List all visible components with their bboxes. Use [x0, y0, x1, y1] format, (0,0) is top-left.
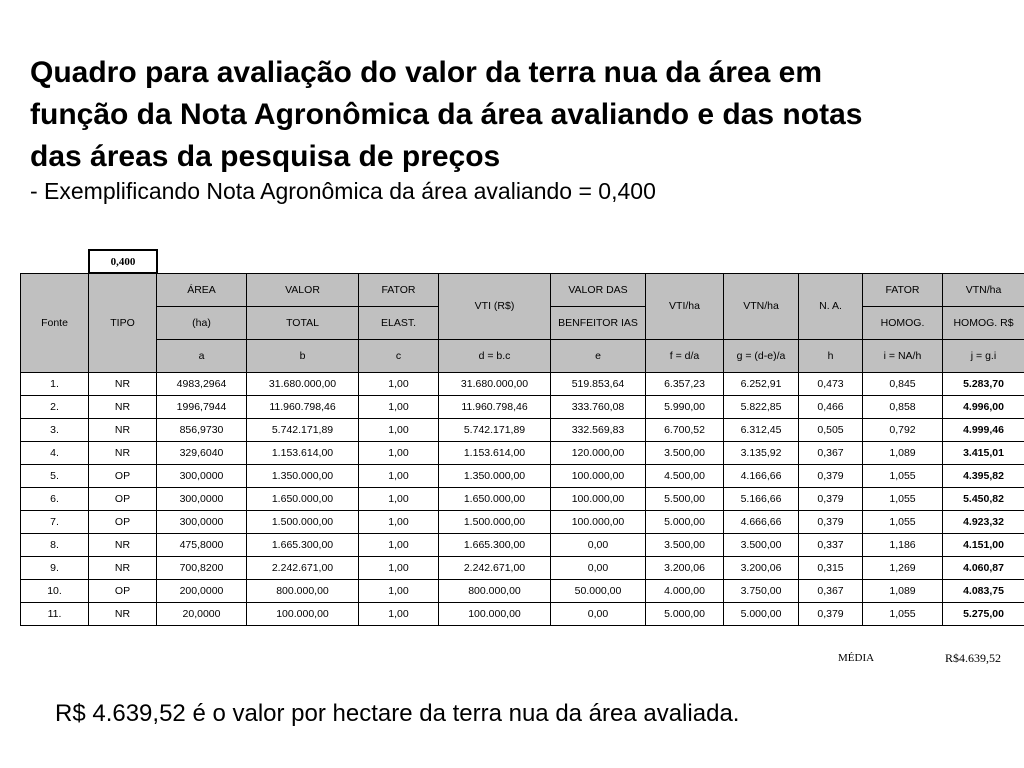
- table-body: [21, 373, 1024, 626]
- header-fator: FATOR: [359, 274, 439, 307]
- table-cell: 4.: [21, 442, 89, 465]
- table-cell: 1,089: [863, 580, 943, 603]
- header-vtn-ha-homog: VTN/ha: [943, 274, 1024, 307]
- media-label: MÉDIA: [838, 652, 875, 664]
- formula-g: g = (d-e)/a: [724, 340, 799, 373]
- table-cell: 31.680.000,00: [439, 373, 551, 396]
- subtitle: - Exemplificando Nota Agronômica da área avaliando = 0,400: [30, 178, 656, 204]
- table-cell: 4.060,87: [943, 557, 1024, 580]
- table-cell: NR: [89, 603, 157, 626]
- valuation-table: [20, 273, 1024, 626]
- table-cell: 200,0000: [157, 580, 247, 603]
- table-cell: 4.923,32: [943, 511, 1024, 534]
- table-cell: 120.000,00: [551, 442, 646, 465]
- table-cell: 0,00: [551, 557, 646, 580]
- header-tipo: TIPO: [89, 274, 157, 373]
- table-cell: 100.000,00: [551, 465, 646, 488]
- table-cell: 0,379: [799, 488, 863, 511]
- table-cell: 2.: [21, 396, 89, 419]
- table-cell: 3.200,06: [724, 557, 799, 580]
- table-cell: 0,315: [799, 557, 863, 580]
- header-vti: VTI (R$): [439, 274, 551, 340]
- table-cell: 1,00: [359, 603, 439, 626]
- table-row: [21, 603, 1024, 626]
- table-cell: 1.153.614,00: [439, 442, 551, 465]
- table-cell: 0,858: [863, 396, 943, 419]
- conclusion-text: R$ 4.639,52 é o valor por hectare da terra nua da área avaliada.: [55, 700, 740, 727]
- formula-i: i = NA/h: [863, 340, 943, 373]
- table-cell: 4.666,66: [724, 511, 799, 534]
- header-fator-elast: ELAST.: [359, 307, 439, 340]
- table-cell: 10.: [21, 580, 89, 603]
- table-cell: 4.000,00: [646, 580, 724, 603]
- table-cell: 1.500.000,00: [439, 511, 551, 534]
- nota-agronomica-box: 0,400: [88, 249, 158, 274]
- table-cell: 1,00: [359, 488, 439, 511]
- header-fonte: Fonte: [21, 274, 89, 373]
- table-cell: 0,505: [799, 419, 863, 442]
- table-cell: 50.000,00: [551, 580, 646, 603]
- table-cell: 329,6040: [157, 442, 247, 465]
- table-cell: 1,00: [359, 373, 439, 396]
- title-line-3: das áreas da pesquisa de preços: [30, 140, 501, 173]
- table-cell: 6.700,52: [646, 419, 724, 442]
- table-cell: 9.: [21, 557, 89, 580]
- table-cell: 4.996,00: [943, 396, 1024, 419]
- table-cell: 1,089: [863, 442, 943, 465]
- table-row: [21, 419, 1024, 442]
- table-cell: 2.242.671,00: [247, 557, 359, 580]
- header-homog-rs: HOMOG. R$: [943, 307, 1024, 340]
- table-cell: 4.999,46: [943, 419, 1024, 442]
- table-cell: 519.853,64: [551, 373, 646, 396]
- table-cell: 1,00: [359, 396, 439, 419]
- table-cell: 6.: [21, 488, 89, 511]
- table-cell: 1,00: [359, 511, 439, 534]
- title-line-1: Quadro para avaliação do valor da terra nua da área em: [30, 56, 822, 89]
- formula-a: a: [157, 340, 247, 373]
- formula-b: b: [247, 340, 359, 373]
- table-cell: 6.357,23: [646, 373, 724, 396]
- table-cell: OP: [89, 488, 157, 511]
- header-valor-das: VALOR DAS: [551, 274, 646, 307]
- formula-j: j = g.i: [943, 340, 1024, 373]
- table-cell: 100.000,00: [551, 511, 646, 534]
- media-value: R$4.639,52: [945, 651, 1002, 665]
- table-cell: 800.000,00: [247, 580, 359, 603]
- table-cell: 1,00: [359, 557, 439, 580]
- table-cell: 100.000,00: [247, 603, 359, 626]
- table-cell: 1,00: [359, 580, 439, 603]
- table-cell: 5.450,82: [943, 488, 1024, 511]
- table-cell: 1.500.000,00: [247, 511, 359, 534]
- table-cell: OP: [89, 580, 157, 603]
- formula-d: d = b.c: [439, 340, 551, 373]
- table-cell: 4.166,66: [724, 465, 799, 488]
- table-cell: 0,466: [799, 396, 863, 419]
- table-cell: 1,00: [359, 419, 439, 442]
- header-na: N. A.: [799, 274, 863, 340]
- table-row: [21, 396, 1024, 419]
- header-area-unit: (ha): [157, 307, 247, 340]
- table-cell: 4.395,82: [943, 465, 1024, 488]
- table-cell: 5.275,00: [943, 603, 1024, 626]
- table-cell: 475,8000: [157, 534, 247, 557]
- table-cell: 0,473: [799, 373, 863, 396]
- table-cell: 1,055: [863, 465, 943, 488]
- table-cell: 5.000,00: [646, 603, 724, 626]
- header-valor: VALOR: [247, 274, 359, 307]
- table-cell: 0,379: [799, 465, 863, 488]
- table-cell: 300,0000: [157, 488, 247, 511]
- table-cell: 100.000,00: [439, 603, 551, 626]
- table-cell: OP: [89, 511, 157, 534]
- table-cell: NR: [89, 442, 157, 465]
- table-cell: 2.242.671,00: [439, 557, 551, 580]
- table-cell: 0,367: [799, 442, 863, 465]
- table-cell: 1.: [21, 373, 89, 396]
- table-cell: 5.: [21, 465, 89, 488]
- table-cell: 5.166,66: [724, 488, 799, 511]
- table-cell: NR: [89, 557, 157, 580]
- table-cell: 1.153.614,00: [247, 442, 359, 465]
- header-homog: HOMOG.: [863, 307, 943, 340]
- table-cell: 1996,7944: [157, 396, 247, 419]
- header-area: ÁREA: [157, 274, 247, 307]
- table-cell: 1,00: [359, 465, 439, 488]
- table-cell: 8.: [21, 534, 89, 557]
- table-cell: 3.415,01: [943, 442, 1024, 465]
- table-cell: 0,379: [799, 511, 863, 534]
- table-cell: 0,00: [551, 534, 646, 557]
- table-cell: 3.750,00: [724, 580, 799, 603]
- table-cell: 4.500,00: [646, 465, 724, 488]
- table-cell: 5.000,00: [646, 511, 724, 534]
- header-fator-homog: FATOR: [863, 274, 943, 307]
- table-cell: 3.500,00: [646, 534, 724, 557]
- table-cell: NR: [89, 396, 157, 419]
- table-cell: 3.200,06: [646, 557, 724, 580]
- table-cell: 0,845: [863, 373, 943, 396]
- table-header: [21, 274, 1024, 373]
- table-cell: 6.312,45: [724, 419, 799, 442]
- table-cell: 20,0000: [157, 603, 247, 626]
- table-row: [21, 511, 1024, 534]
- header-valor-total: TOTAL: [247, 307, 359, 340]
- table-cell: 0,367: [799, 580, 863, 603]
- table-cell: 4.151,00: [943, 534, 1024, 557]
- table-row: [21, 373, 1024, 396]
- table-cell: 1,055: [863, 603, 943, 626]
- table-cell: 0,337: [799, 534, 863, 557]
- table-row: [21, 557, 1024, 580]
- table-cell: 856,9730: [157, 419, 247, 442]
- table-cell: 4.083,75: [943, 580, 1024, 603]
- table-cell: 300,0000: [157, 465, 247, 488]
- table-cell: 5.822,85: [724, 396, 799, 419]
- table-cell: 5.742.171,89: [439, 419, 551, 442]
- table-cell: OP: [89, 465, 157, 488]
- formula-e: e: [551, 340, 646, 373]
- table-row: [21, 580, 1024, 603]
- table-cell: 0,792: [863, 419, 943, 442]
- header-benfeitorias: BENFEITOR IAS: [551, 307, 646, 340]
- table-cell: 11.960.798,46: [439, 396, 551, 419]
- table-cell: 11.: [21, 603, 89, 626]
- table-cell: 1,186: [863, 534, 943, 557]
- table-cell: 1.650.000,00: [439, 488, 551, 511]
- table-cell: 1.665.300,00: [247, 534, 359, 557]
- table-cell: 300,0000: [157, 511, 247, 534]
- table-cell: 100.000,00: [551, 488, 646, 511]
- table-cell: 1,00: [359, 534, 439, 557]
- table-cell: 1.350.000,00: [439, 465, 551, 488]
- table-cell: 3.: [21, 419, 89, 442]
- table-cell: 11.960.798,46: [247, 396, 359, 419]
- table-cell: 0,00: [551, 603, 646, 626]
- table-cell: 5.742.171,89: [247, 419, 359, 442]
- table-cell: 1.650.000,00: [247, 488, 359, 511]
- table-cell: 1,055: [863, 488, 943, 511]
- table-cell: 3.500,00: [724, 534, 799, 557]
- table-cell: 332.569,83: [551, 419, 646, 442]
- table-cell: 800.000,00: [439, 580, 551, 603]
- table-row: [21, 465, 1024, 488]
- formula-h: h: [799, 340, 863, 373]
- table-cell: 3.135,92: [724, 442, 799, 465]
- table-cell: 1,055: [863, 511, 943, 534]
- formula-f: f = d/a: [646, 340, 724, 373]
- title-line-2: função da Nota Agronômica da área avaliando e das notas: [30, 98, 863, 131]
- table-cell: 4983,2964: [157, 373, 247, 396]
- table-cell: 333.760,08: [551, 396, 646, 419]
- table-cell: 5.500,00: [646, 488, 724, 511]
- table-cell: NR: [89, 419, 157, 442]
- table-cell: 5.990,00: [646, 396, 724, 419]
- table-cell: 700,8200: [157, 557, 247, 580]
- table-cell: NR: [89, 373, 157, 396]
- table-cell: 6.252,91: [724, 373, 799, 396]
- table-cell: 1.665.300,00: [439, 534, 551, 557]
- table-row: [21, 534, 1024, 557]
- table-row: [21, 442, 1024, 465]
- formula-c: c: [359, 340, 439, 373]
- table-cell: 5.283,70: [943, 373, 1024, 396]
- title-block: [30, 52, 1010, 206]
- table-cell: 31.680.000,00: [247, 373, 359, 396]
- table-cell: 7.: [21, 511, 89, 534]
- table-cell: 3.500,00: [646, 442, 724, 465]
- table-row: [21, 488, 1024, 511]
- table-cell: 1.350.000,00: [247, 465, 359, 488]
- table-cell: 1,00: [359, 442, 439, 465]
- header-vti-ha: VTI/ha: [646, 274, 724, 340]
- table-cell: NR: [89, 534, 157, 557]
- table-cell: 1,269: [863, 557, 943, 580]
- table-cell: 5.000,00: [724, 603, 799, 626]
- table-cell: 0,379: [799, 603, 863, 626]
- header-vtn-ha: VTN/ha: [724, 274, 799, 340]
